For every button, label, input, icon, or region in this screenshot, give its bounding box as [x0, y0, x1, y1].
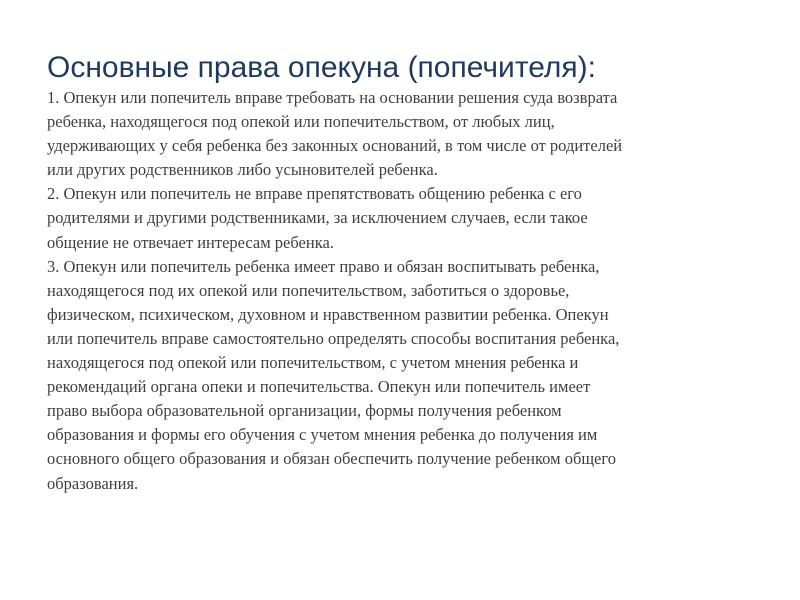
body-line: или других родственников либо усыновителей ребенка.: [47, 160, 438, 180]
body-line: или попечитель вправе самостоятельно определять способы воспитания ребенка,: [47, 328, 620, 348]
body-line: 2. Опекун или попечитель не вправе препятствовать общению ребенка с его: [47, 184, 582, 204]
body-line: рекомендаций органа опеки и попечительства. Опекун или попечитель имеет: [47, 377, 591, 397]
body-line: 3. Опекун или попечитель ребенка имеет право и обязан воспитывать ребенка,: [47, 256, 600, 276]
body-line: находящегося под их опекой или попечительством, заботиться о здоровье,: [47, 280, 570, 300]
body-line: образования и формы его обучения с учетом мнения ребенка до получения им: [47, 425, 598, 445]
body-line: ребенка, находящегося под опекой или попечительством, от любых лиц,: [47, 112, 555, 132]
body-line: общение не отвечает интересам ребенка.: [47, 232, 334, 252]
slide-body: [47, 86, 759, 496]
body-line: родителями и другими родственниками, за исключением случаев, если такое: [47, 208, 588, 228]
body-line: находящегося под опекой или попечительством, с учетом мнения ребенка и: [47, 353, 579, 373]
body-line: физическом, психическом, духовном и нравственном развитии ребенка. Опекун: [47, 304, 609, 324]
body-line: основного общего образования и обязан обеспечить получение ребенком общего: [47, 449, 616, 469]
slide-title: Основные права опекуна (попечителя):: [47, 51, 596, 84]
body-line: удерживающих у себя ребенка без законных оснований, в том числе от родителей: [47, 136, 623, 156]
body-line: образования.: [47, 473, 139, 493]
body-line: право выбора образовательной организации, формы получения ребенком: [47, 401, 562, 421]
body-line: 1. Опекун или попечитель вправе требовать на основании решения суда возврата: [47, 88, 618, 107]
